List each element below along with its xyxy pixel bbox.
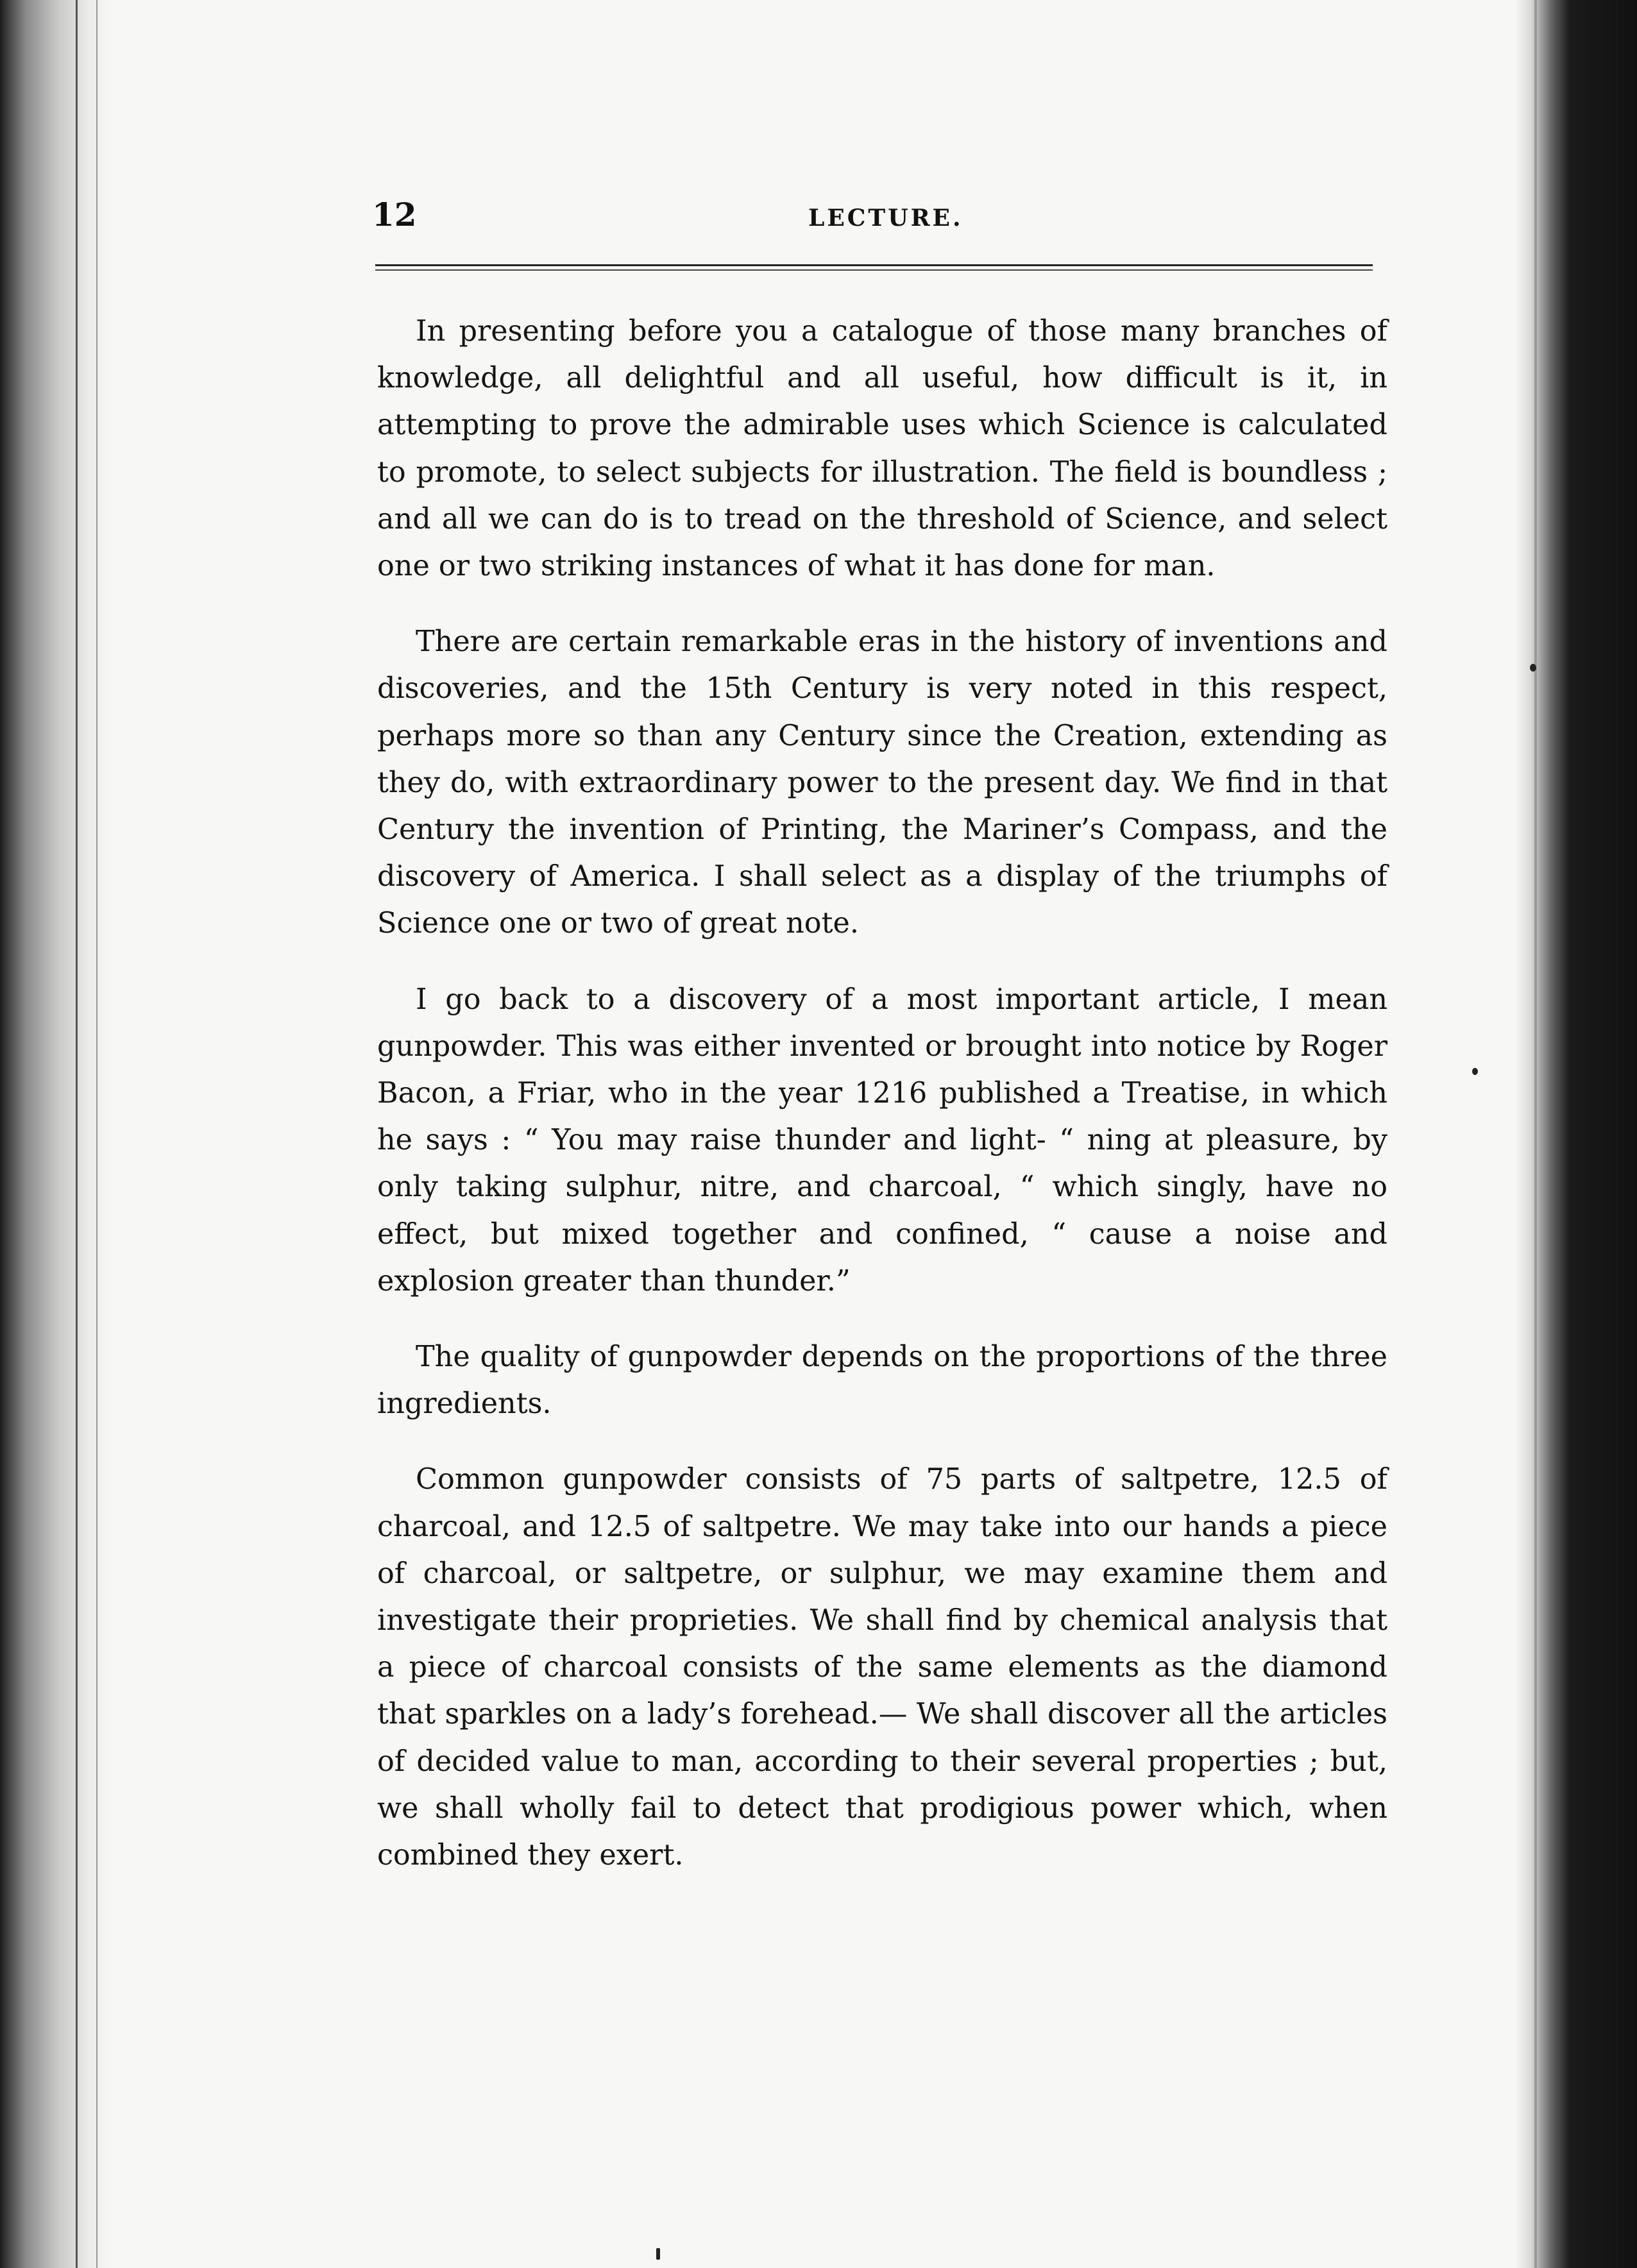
paragraph: The quality of gunpowder depends on the proportions of the three ingredients.	[377, 1341, 1387, 1421]
header-rule	[375, 264, 1373, 271]
paragraph: In presenting before you a catalogue of those many branches of knowledge, all delightful and all useful, how difficult is it, in attempting to prove the admirable uses which Science is calculated to promote, to select subjects for illustration. The field is boundless ; and all we can do is to tread on the threshold of Science, and select one or two striking instances of what it has done for man.	[377, 315, 1387, 583]
body-text	[377, 308, 1387, 1908]
paragraph: There are certain remarkable eras in the history of inventions and discoveries, and the 15th Century is very noted in this respect, perhaps more so than any Century since the Creation, extending as they do, with extraordinary power to the present day. We find in that Century the invention of Printing, the Mariner’s Compass, and the discovery of America. I shall select as a display of the triumphs of Science one or two of great note.	[377, 625, 1387, 940]
paragraph: Common gunpowder consists of 75 parts of saltpetre, 12.5 of charcoal, and 12.5 of saltpetre. We may take into our hands a piece of charcoal, or saltpetre, or sulphur, we may examine them and investigate their proprieties. We shall find by chemical analysis that a piece of charcoal consists of the same elements as the diamond that sparkles on a lady’s forehead.— We shall discover all the articles of decided value to man, according to their several properties ; but, we shall wholly fail to detect that prodigious power which, when combined they exert.	[377, 1463, 1387, 1872]
paragraph: I go back to a discovery of a most important article, I mean gunpowder. This was either invented or brought into notice by Roger Bacon, a Friar, who in the year 1216 published a Treatise, in which he says : “ You may raise thunder and light- “ ning at pleasure, by only taking sulphur, nitre, and charcoal, “ which singly, have no effect, but mixed together and confined, “ cause a noise and explosion greater than thunder.”	[377, 983, 1387, 1298]
scan-speck	[1530, 664, 1536, 672]
binding-line	[76, 0, 78, 2268]
left-binding-shadow	[0, 0, 112, 2268]
page-header	[372, 196, 1373, 247]
binding-line	[96, 0, 98, 2268]
scan-speck	[656, 2248, 660, 2260]
edge-stripe	[1534, 0, 1537, 2268]
running-head: LECTURE.	[808, 205, 963, 232]
scan-speck	[1472, 1068, 1478, 1075]
right-page-edge	[1515, 0, 1637, 2268]
page-number: 12	[372, 196, 417, 233]
